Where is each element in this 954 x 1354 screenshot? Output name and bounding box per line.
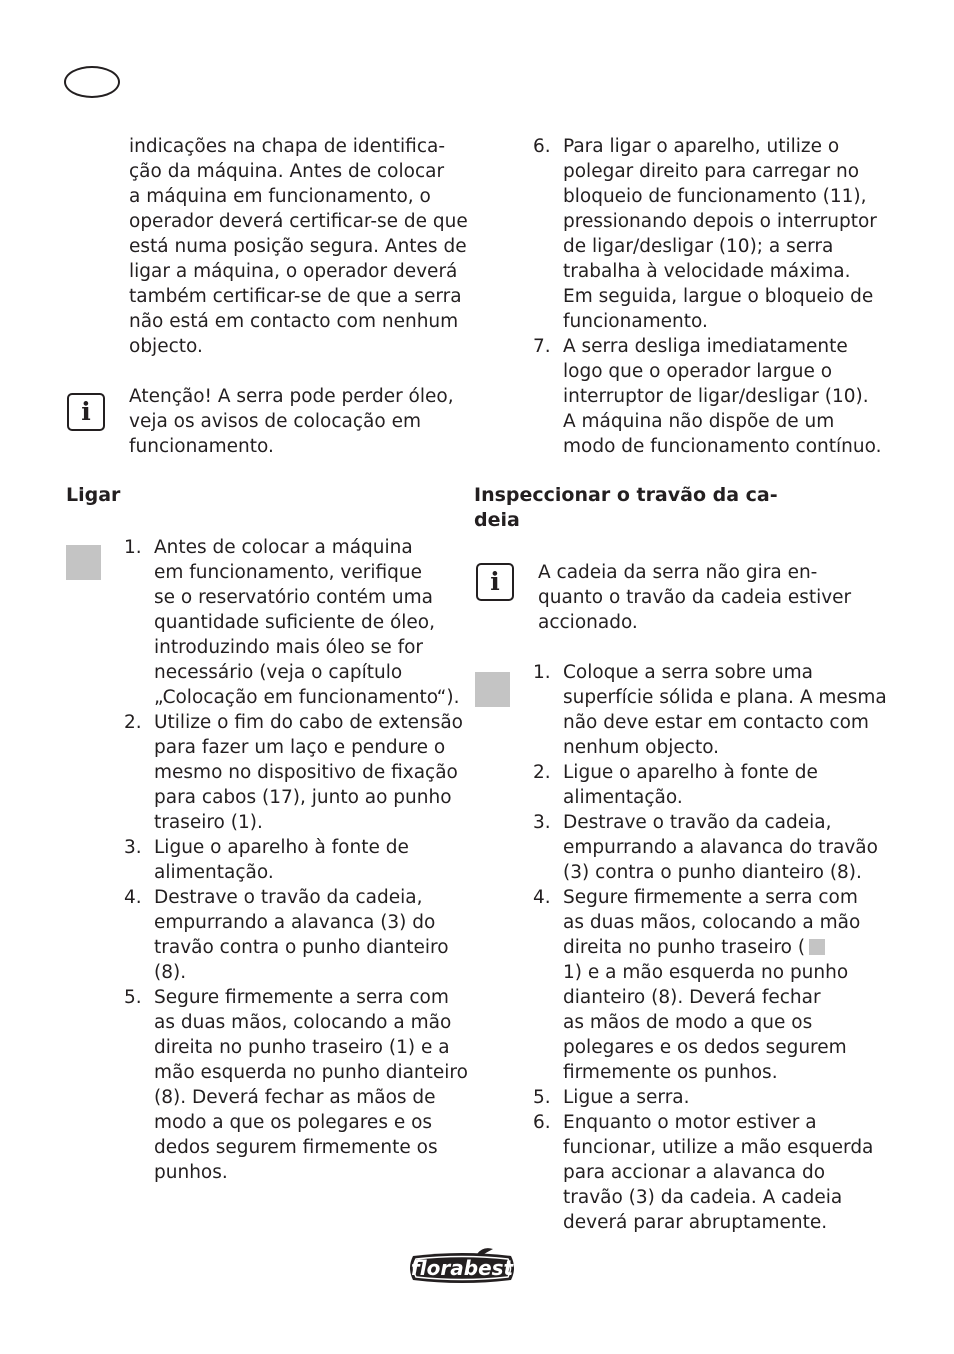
info-note: A cadeia da serra não gira en- quanto o travão da cadeia estiver accionado. xyxy=(538,562,852,633)
logo-wordmark: florabest xyxy=(410,1256,514,1280)
intro-paragraph: indicações na chapa de identifica- ção da máquina. Antes de colocar a máquina em funcionamento, o operador deverá certificar-se de que está numa posição segura. Antes de ligar a máquina, o operador deverá também certificar-se de que a serra não está em contacto com nenhum objecto. xyxy=(129,136,468,357)
figure-marker-inline xyxy=(809,939,825,955)
florabest-logo xyxy=(407,1248,517,1288)
figure-marker xyxy=(66,545,101,580)
language-badge xyxy=(64,66,120,98)
info-icon: i xyxy=(67,393,105,431)
section-heading-inspeccionar: Inspeccionar o travão da ca- deia xyxy=(474,484,778,531)
info-note: Atenção! A serra pode perder óleo, veja os avisos de colocação em funcionamento. xyxy=(129,386,454,457)
section-heading-ligar: Ligar xyxy=(66,484,121,506)
figure-marker xyxy=(475,672,510,707)
info-icon: i xyxy=(476,563,514,601)
